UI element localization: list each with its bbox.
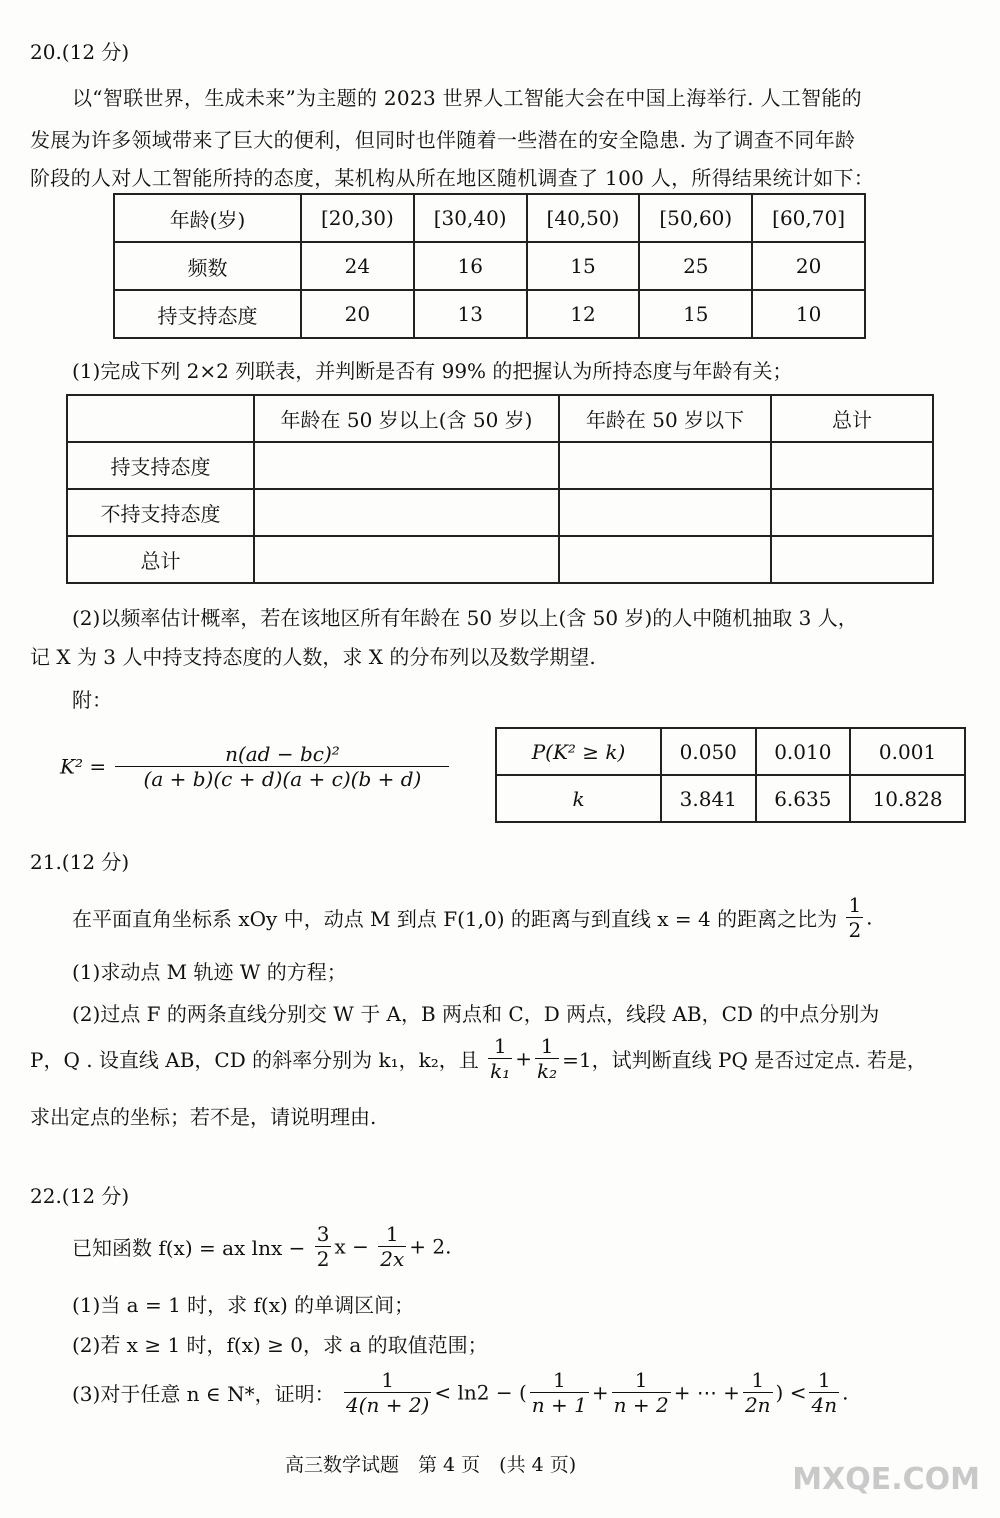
table-header-cell: [50,60) bbox=[639, 194, 752, 242]
q21-part2-line-3: 求出定点的坐标；若不是，请说明理由. bbox=[30, 1105, 377, 1129]
fraction-numerator: 1 bbox=[809, 1368, 839, 1393]
inequality-close: ) < bbox=[775, 1380, 807, 1405]
page-footer: 高三数学试题 第 4 页 (共 4 页) bbox=[285, 1454, 577, 1476]
blank-cell[interactable] bbox=[254, 489, 559, 536]
blank-cell[interactable] bbox=[559, 536, 771, 583]
table-cell: 12 bbox=[527, 290, 640, 338]
table-row bbox=[496, 728, 965, 775]
formula-lhs: K² = bbox=[60, 754, 107, 779]
table-cell: 10.828 bbox=[850, 775, 965, 822]
period: . bbox=[842, 1380, 849, 1405]
table-cell: P(K² ≥ k) bbox=[496, 728, 661, 775]
table-cell: 16 bbox=[414, 242, 527, 290]
table-cell: k bbox=[496, 775, 661, 822]
table-header-cell: [40,50) bbox=[527, 194, 640, 242]
contingency-table bbox=[66, 394, 934, 584]
blank-cell[interactable] bbox=[559, 442, 771, 489]
term-fraction-last bbox=[743, 1368, 773, 1417]
ratio-numerator: 1 bbox=[848, 893, 862, 917]
table-row bbox=[67, 536, 933, 583]
table-cell: 20 bbox=[752, 242, 865, 290]
fraction-1-over-2x bbox=[378, 1222, 406, 1271]
fraction-numerator: 1 bbox=[344, 1368, 431, 1393]
table-cell: 持支持态度 bbox=[114, 290, 301, 338]
q20-part1: (1)完成下列 2×2 列联表，并判断是否有 99% 的把握认为所持态度与年龄有关； bbox=[72, 359, 793, 383]
table-cell: 总计 bbox=[67, 536, 254, 583]
fraction-denominator: 2n bbox=[744, 1393, 771, 1417]
table-header-cell bbox=[67, 395, 254, 442]
fraction-denominator: k₂ bbox=[537, 1059, 558, 1083]
formula-numerator: n(ad − bc)² bbox=[115, 742, 449, 767]
definition-text: 已知函数 f(x) = ax lnx − bbox=[72, 1236, 306, 1260]
term-fraction-1 bbox=[530, 1368, 589, 1417]
fraction-denominator: n + 1 bbox=[531, 1393, 587, 1417]
table-cell: 频数 bbox=[114, 242, 301, 290]
fraction-numerator: 1 bbox=[378, 1222, 406, 1247]
q21-part1: (1)求动点 M 轨迹 W 的方程； bbox=[72, 960, 347, 984]
table-cell: 15 bbox=[639, 290, 752, 338]
fraction-denominator: 2x bbox=[380, 1247, 405, 1271]
ratio-fraction bbox=[846, 893, 863, 942]
q21-part2-line-2 bbox=[30, 1034, 927, 1083]
table-cell: 15 bbox=[527, 242, 640, 290]
watermark-logo: MXQE.COM bbox=[792, 1462, 980, 1497]
q22-function-definition bbox=[72, 1222, 451, 1271]
table-header-cell: 年龄(岁) bbox=[114, 194, 301, 242]
table-cell: 0.050 bbox=[661, 728, 756, 775]
chi-square-formula bbox=[60, 742, 452, 791]
fraction-numerator: 1 bbox=[488, 1034, 512, 1059]
age-frequency-table bbox=[113, 193, 866, 339]
critical-value-table bbox=[495, 727, 966, 823]
table-header-cell: [30,40) bbox=[414, 194, 527, 242]
table-cell: 3.841 bbox=[661, 775, 756, 822]
inequality-middle: < ln2 − ( bbox=[434, 1380, 527, 1405]
slope-fraction-1 bbox=[488, 1034, 512, 1083]
formula-denominator: (a + b)(c + d)(a + c)(b + d) bbox=[143, 767, 422, 791]
fraction-numerator: 3 bbox=[316, 1222, 330, 1246]
q20-paragraph-line-2: 发展为许多领域带来了巨大的便利，但同时也伴随着一些潜在的安全隐患. 为了调查不同年龄 bbox=[30, 128, 856, 152]
ratio-denominator: 2 bbox=[848, 918, 862, 942]
table-row bbox=[114, 290, 865, 338]
q22-part2: (2)若 x ≥ 1 时，f(x) ≥ 0，求 a 的取值范围； bbox=[72, 1333, 488, 1357]
upper-bound-fraction bbox=[809, 1368, 839, 1417]
q20-part2-line-1: (2)以频率估计概率，若在该地区所有年龄在 50 岁以上(含 50 岁)的人中随机抽取 3 人， bbox=[72, 606, 858, 630]
blank-cell[interactable] bbox=[254, 442, 559, 489]
q20-part2-line-2: 记 X 为 3 人中持支持态度的人数，求 X 的分布列以及数学期望. bbox=[30, 645, 596, 669]
q21-part2-line-1: (2)过点 F 的两条直线分别交 W 于 A，B 两点和 C，D 两点，线段 AB，CD 的中点分别为 bbox=[72, 1002, 880, 1026]
fraction-denominator: 4(n + 2) bbox=[345, 1393, 430, 1417]
q22-part1: (1)当 a = 1 时，求 f(x) 的单调区间； bbox=[72, 1293, 415, 1317]
fraction-denominator: n + 2 bbox=[613, 1393, 669, 1417]
blank-cell[interactable] bbox=[771, 489, 933, 536]
q20-paragraph-line-3: 阶段的人对人工智能所持的态度，某机构从所在地区随机调查了 100 人，所得结果统计如下： bbox=[30, 166, 875, 190]
q21-part2-text-end: =1，试判断直线 PQ 是否过定点. 若是， bbox=[562, 1048, 927, 1072]
fraction-denominator: 4n bbox=[811, 1393, 838, 1417]
table-cell: 0.001 bbox=[850, 728, 965, 775]
q20-header: 20.(12 分) bbox=[30, 40, 130, 64]
fraction-numerator: 1 bbox=[530, 1368, 589, 1393]
table-cell: 0.010 bbox=[756, 728, 851, 775]
fraction-numerator: 1 bbox=[743, 1368, 773, 1393]
q21-header: 21.(12 分) bbox=[30, 850, 130, 874]
definition-text-mid: x − bbox=[334, 1234, 369, 1259]
fraction-denominator: 2 bbox=[316, 1247, 330, 1271]
table-cell: 10 bbox=[752, 290, 865, 338]
table-row bbox=[496, 775, 965, 822]
q22-header: 22.(12 分) bbox=[30, 1184, 130, 1208]
table-cell: 持支持态度 bbox=[67, 442, 254, 489]
blank-cell[interactable] bbox=[771, 536, 933, 583]
definition-text-end: + 2. bbox=[409, 1234, 452, 1259]
plus-sign: + bbox=[515, 1046, 533, 1071]
blank-cell[interactable] bbox=[771, 442, 933, 489]
blank-cell[interactable] bbox=[559, 489, 771, 536]
slope-fraction-2 bbox=[535, 1034, 559, 1083]
lower-bound-fraction bbox=[344, 1368, 431, 1417]
part3-text: (3)对于任意 n ∈ N*，证明： bbox=[72, 1382, 335, 1406]
ellipsis: + ⋯ + bbox=[673, 1380, 740, 1405]
q21-paragraph-text: 在平面直角坐标系 xOy 中，动点 M 到点 F(1,0) 的距离与到直线 x = 4 的距离之比为 bbox=[72, 907, 838, 931]
table-cell: 24 bbox=[301, 242, 414, 290]
q22-part3 bbox=[72, 1368, 848, 1417]
fraction-denominator: k₁ bbox=[490, 1059, 511, 1083]
table-cell: 6.635 bbox=[756, 775, 851, 822]
q21-part2-text: P，Q . 设直线 AB，CD 的斜率分别为 k₁，k₂，且 bbox=[30, 1048, 479, 1072]
q21-paragraph bbox=[72, 893, 873, 942]
table-row bbox=[67, 442, 933, 489]
table-cell: 不持支持态度 bbox=[67, 489, 254, 536]
fraction-numerator: 1 bbox=[612, 1368, 671, 1393]
fraction-numerator: 1 bbox=[535, 1034, 559, 1059]
period: . bbox=[866, 905, 873, 930]
table-row bbox=[114, 242, 865, 290]
term-fraction-2 bbox=[612, 1368, 671, 1417]
plus-sign: + bbox=[591, 1380, 609, 1405]
table-header-cell: 年龄在 50 岁以下 bbox=[559, 395, 771, 442]
table-header-cell: [20,30) bbox=[301, 194, 414, 242]
table-header-cell: [60,70] bbox=[752, 194, 865, 242]
table-cell: 20 bbox=[301, 290, 414, 338]
blank-cell[interactable] bbox=[254, 536, 559, 583]
table-header-cell: 总计 bbox=[771, 395, 933, 442]
table-row bbox=[67, 489, 933, 536]
table-header-cell: 年龄在 50 岁以上(含 50 岁) bbox=[254, 395, 559, 442]
table-cell: 25 bbox=[639, 242, 752, 290]
formula-fraction bbox=[115, 742, 449, 791]
q20-paragraph-line-1: 以“智联世界，生成未来”为主题的 2023 世界人工智能大会在中国上海举行. 人工智能的 bbox=[72, 86, 862, 110]
appendix-label: 附： bbox=[72, 688, 112, 712]
fraction-3-over-2 bbox=[315, 1222, 332, 1271]
table-cell: 13 bbox=[414, 290, 527, 338]
